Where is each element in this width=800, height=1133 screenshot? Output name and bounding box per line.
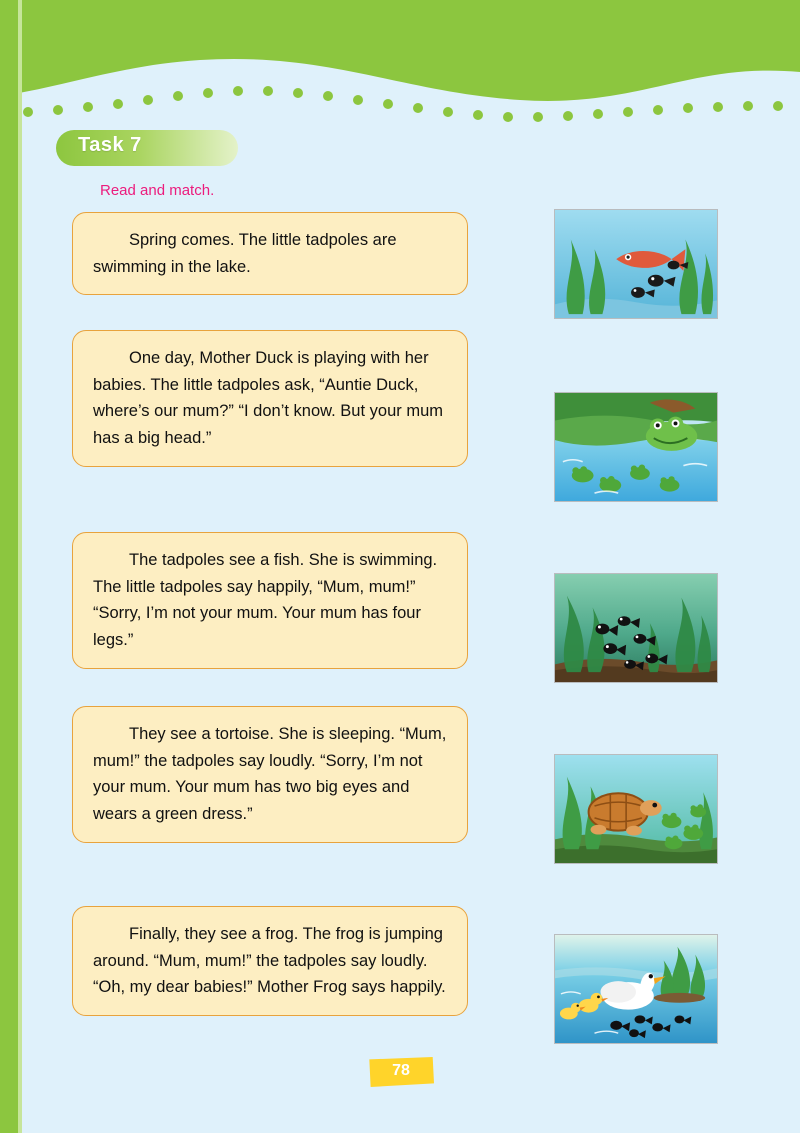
picture-tortoise-and-frogs[interactable] [554,754,718,864]
task-instruction: Read and match. [100,182,215,199]
page-number: 78 [392,1062,410,1079]
story-card-1: Spring comes. The little tadpoles are swimming in the lake. [72,212,468,295]
left-green-bar [0,0,18,1133]
picture-tadpoles-underwater[interactable] [554,573,718,683]
header-dots-decoration [0,0,800,135]
task-title: Task 7 [78,134,142,156]
picture-duck-with-ducklings[interactable] [554,934,718,1044]
picture-frog-on-bank[interactable] [554,392,718,502]
story-card-4: They see a tortoise. She is sleeping. “Mum, mum!” the tadpoles say loudly. “Sorry, I’m not your mum. Your mum has two big eyes and wears a green dress.” [72,706,468,843]
left-green-bar-highlight [18,0,22,1133]
story-card-2: One day, Mother Duck is playing with her babies. The little tadpoles ask, “Auntie Duck, where’s our mum?” “I don’t know. But your mum has a big head.” [72,330,468,467]
picture-fish-and-tadpoles[interactable] [554,209,718,319]
story-card-3: The tadpoles see a fish. She is swimming. The little tadpoles say happily, “Mum, mum!” “Sorry, I’m not your mum. Your mum has four legs.” [72,532,468,669]
story-card-5: Finally, they see a frog. The frog is jumping around. “Mum, mum!” the tadpoles say loudly. “Oh, my dear babies!” Mother Frog says happily. [72,906,468,1016]
